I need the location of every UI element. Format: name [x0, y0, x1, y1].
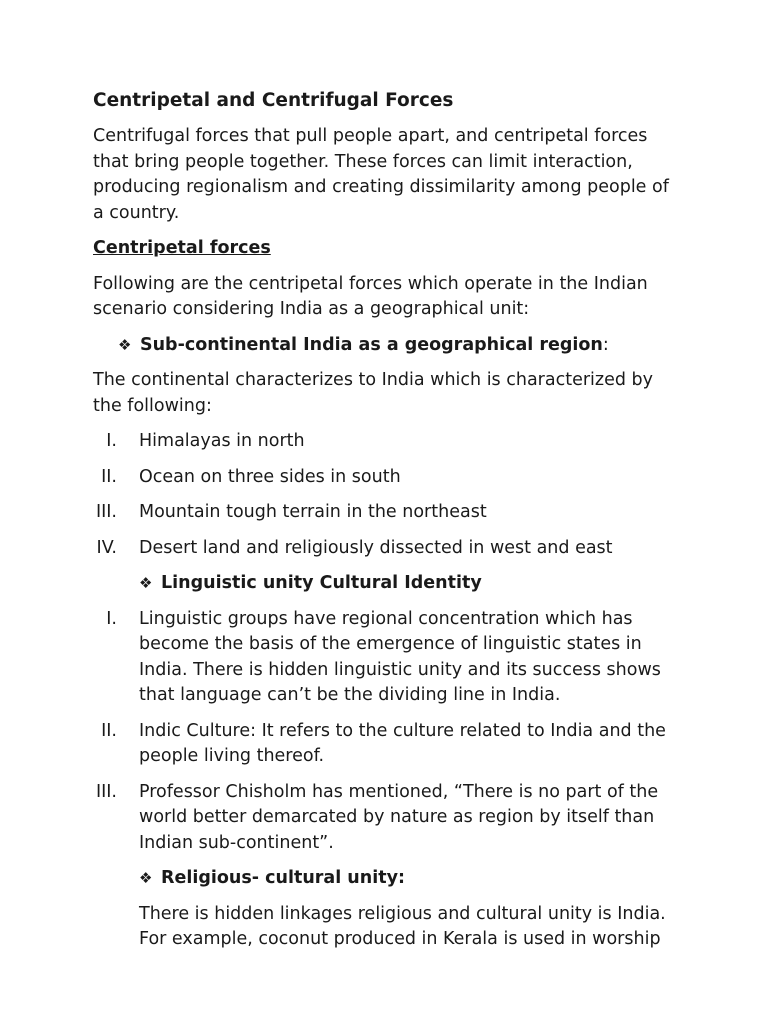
- list-number: IV.: [96, 537, 117, 558]
- continental-paragraph: The continental characterizes to India which is characterized by the following:: [93, 370, 653, 416]
- document-page: [93, 88, 683, 963]
- list-text: Desert land and religiously dissected in west and east: [139, 537, 613, 558]
- section-intro-paragraph: Following are the centripetal forces which operate in the Indian scenario considering India as a geographical unit:: [93, 273, 648, 319]
- list-item: [93, 607, 683, 709]
- list-item: [93, 500, 683, 526]
- diamond-bullet-icon: ❖: [118, 335, 132, 354]
- list-text: Himalayas in north: [139, 431, 305, 451]
- list-item: [93, 719, 683, 770]
- geography-list: [93, 429, 683, 561]
- bullet-heading-linguistic: [93, 571, 683, 597]
- list-text: Mountain tough terrain in the northeast: [139, 502, 487, 522]
- document-title: Centripetal and Centrifugal Forces: [93, 90, 454, 111]
- list-item: [93, 780, 683, 857]
- list-text: Linguistic groups have regional concentration which has become the basis of the emergence of linguistic states in India. There is hidden linguistic unity and its success shows that language can’t be the dividing line in India.: [139, 608, 661, 705]
- list-number: III.: [95, 502, 117, 522]
- bullet-heading-suffix: :: [602, 334, 609, 355]
- list-item: [93, 465, 683, 491]
- section-heading: Centripetal forces: [93, 238, 271, 258]
- linguistic-list: [93, 607, 683, 857]
- list-text: Ocean on three sides in south: [139, 466, 401, 487]
- list-item: [93, 429, 683, 455]
- list-number: I.: [106, 431, 117, 451]
- religious-paragraph: There is hidden linkages religious and cultural unity is India. For example, coconut produced in Kerala is used in worship: [139, 903, 666, 949]
- diamond-bullet-icon: ❖: [139, 869, 153, 887]
- list-text: Professor Chisholm has mentioned, “There is no part of the world better demarcated by nature as region by itself than Indian sub-continent”.: [139, 781, 659, 853]
- bullet-heading-subcontinental: [93, 333, 683, 359]
- bullet-heading-text: Linguistic unity Cultural Identity: [161, 573, 482, 593]
- bullet-heading-religious: [93, 866, 683, 892]
- list-text: Indic Culture: It refers to the culture related to India and the people living thereof.: [139, 720, 666, 766]
- bullet-heading-text: Sub-continental India as a geographical region: [140, 334, 603, 355]
- list-number: III.: [95, 781, 117, 802]
- list-number: II.: [101, 466, 117, 487]
- list-item: [93, 536, 683, 562]
- list-number: I.: [106, 608, 117, 629]
- list-number: II.: [101, 720, 117, 741]
- intro-paragraph: Centrifugal forces that pull people apart, and centripetal forces that bring people together. These forces can limit interaction, producing regionalism and creating dissimilarity among people of a country.: [93, 126, 669, 223]
- diamond-bullet-icon: ❖: [139, 574, 153, 592]
- bullet-heading-text: Religious- cultural unity:: [161, 868, 405, 888]
